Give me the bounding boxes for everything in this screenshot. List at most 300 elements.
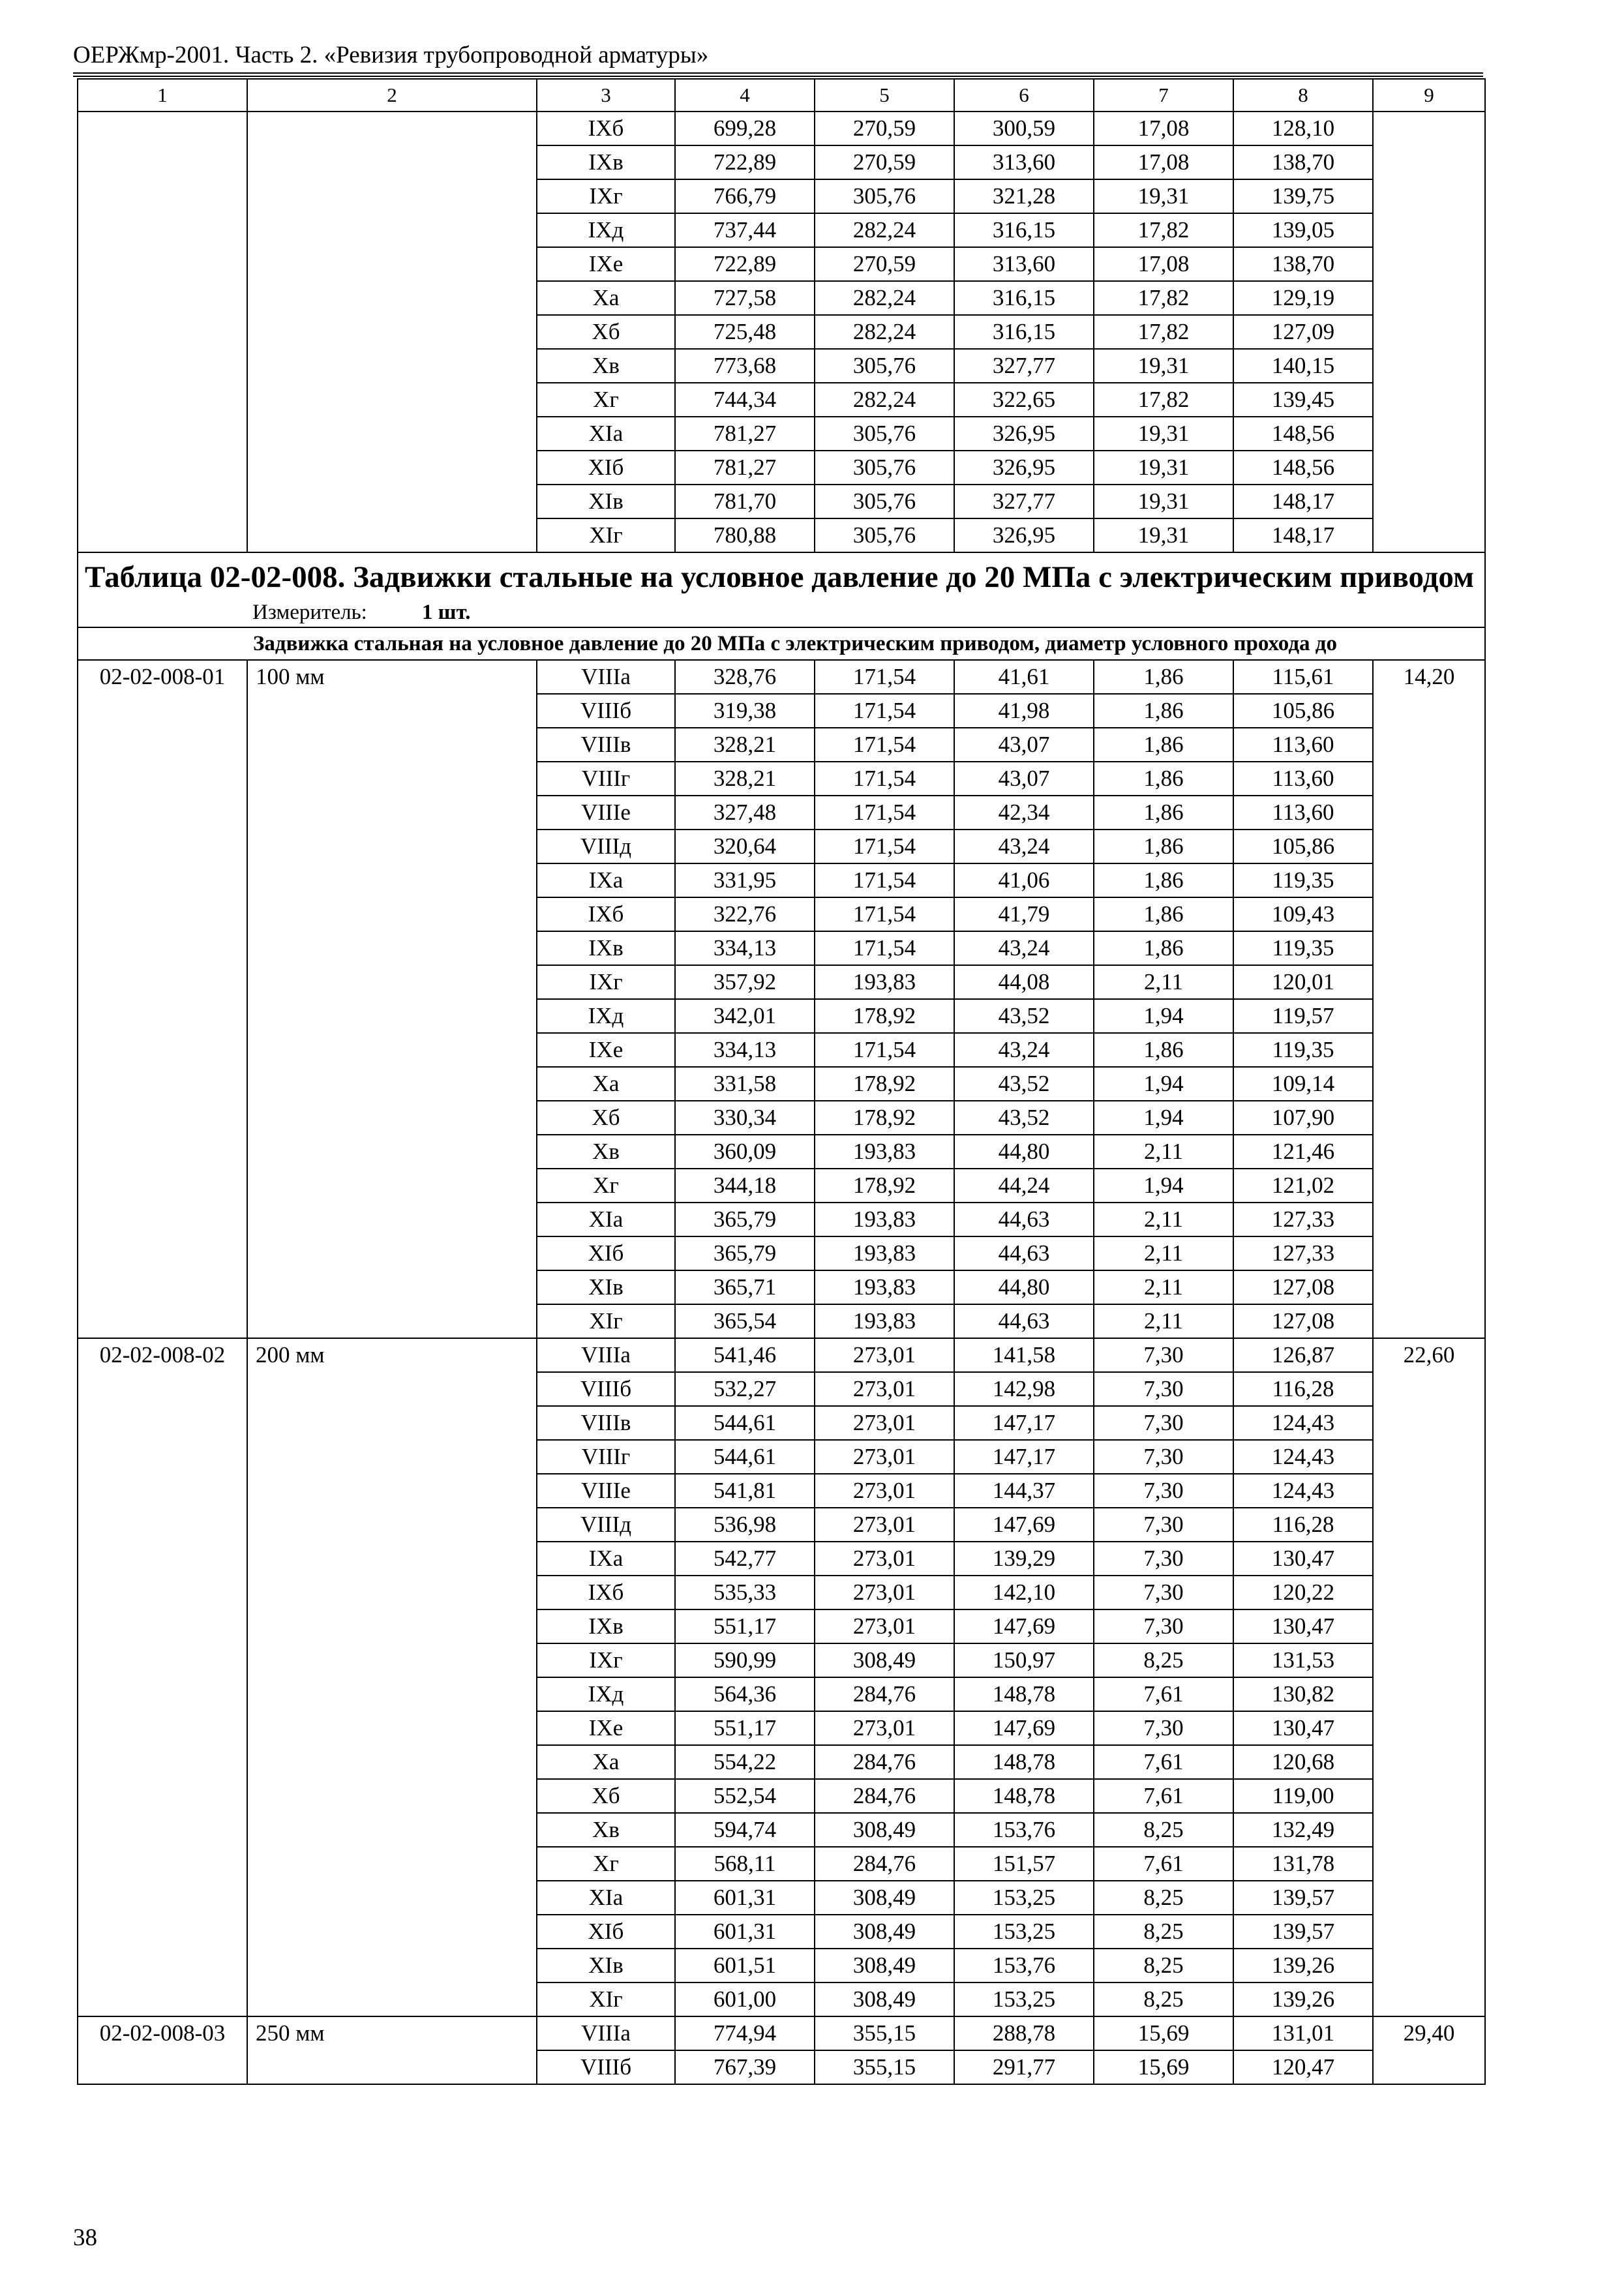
- value-cell: 119,00: [1233, 1779, 1373, 1813]
- value-cell: 7,61: [1094, 1779, 1233, 1813]
- value-cell: 124,43: [1233, 1474, 1373, 1508]
- value-cell: 7,30: [1094, 1338, 1233, 1372]
- value-cell: 120,22: [1233, 1576, 1373, 1609]
- zone-cell: IXв: [537, 1609, 675, 1643]
- value-cell: 147,17: [954, 1406, 1094, 1440]
- value-cell: 171,54: [815, 694, 954, 728]
- zone-cell: XIб: [537, 451, 675, 485]
- value-cell: 107,90: [1233, 1101, 1373, 1135]
- value-cell: 127,33: [1233, 1203, 1373, 1236]
- value-cell: 316,15: [954, 281, 1094, 315]
- value-cell: 148,17: [1233, 485, 1373, 518]
- rates-table: [77, 78, 1486, 2085]
- zone-cell: IXг: [537, 965, 675, 999]
- value-cell: 2,11: [1094, 1304, 1233, 1338]
- value-cell: 120,47: [1233, 2050, 1373, 2084]
- value-cell: 139,75: [1233, 179, 1373, 213]
- value-cell: 270,59: [815, 247, 954, 281]
- zone-cell: IXд: [537, 213, 675, 247]
- value-cell: 43,52: [954, 999, 1094, 1033]
- value-cell: 1,86: [1094, 931, 1233, 965]
- zone-cell: VIIIв: [537, 728, 675, 762]
- value-cell: 273,01: [815, 1711, 954, 1745]
- zone-cell: VIIIд: [537, 1508, 675, 1542]
- value-cell: 148,56: [1233, 417, 1373, 451]
- value-cell: 308,49: [815, 1982, 954, 2016]
- zone-cell: Xв: [537, 1813, 675, 1847]
- value-cell: 139,57: [1233, 1881, 1373, 1915]
- value-cell: 153,25: [954, 1982, 1094, 2016]
- value-cell: 727,58: [675, 281, 815, 315]
- value-cell: 308,49: [815, 1949, 954, 1982]
- zone-cell: Xа: [537, 281, 675, 315]
- value-cell: 153,25: [954, 1915, 1094, 1949]
- value-cell: 113,60: [1233, 762, 1373, 796]
- value-cell: 542,77: [675, 1542, 815, 1576]
- table-row: [78, 660, 1485, 694]
- value-cell: 44,80: [954, 1270, 1094, 1304]
- value-cell: 773,68: [675, 349, 815, 383]
- value-cell: 305,76: [815, 179, 954, 213]
- value-cell: 7,30: [1094, 1372, 1233, 1406]
- value-cell: 105,86: [1233, 694, 1373, 728]
- unit-cell: [78, 597, 1485, 627]
- unit-label: Измеритель:: [252, 601, 367, 624]
- value-cell: 328,21: [675, 762, 815, 796]
- value-cell: 590,99: [675, 1643, 815, 1677]
- value-cell: 326,95: [954, 417, 1094, 451]
- unit-row: [78, 597, 1485, 627]
- value-cell: 43,24: [954, 931, 1094, 965]
- value-cell: 308,49: [815, 1813, 954, 1847]
- value-cell: 327,48: [675, 796, 815, 830]
- value-cell: 131,78: [1233, 1847, 1373, 1881]
- zone-cell: Xв: [537, 349, 675, 383]
- column-number-row: [78, 79, 1485, 112]
- zone-cell: IXг: [537, 1643, 675, 1677]
- value-cell: 288,78: [954, 2016, 1094, 2050]
- value-cell: 273,01: [815, 1576, 954, 1609]
- column-number: 7: [1094, 79, 1233, 112]
- value-cell: 148,78: [954, 1779, 1094, 1813]
- value-cell: 127,33: [1233, 1236, 1373, 1270]
- value-cell: 130,47: [1233, 1711, 1373, 1745]
- value-cell: 326,95: [954, 518, 1094, 552]
- zone-cell: XIг: [537, 1982, 675, 2016]
- value-cell: 2,11: [1094, 1236, 1233, 1270]
- value-cell: 130,82: [1233, 1677, 1373, 1711]
- zone-cell: VIIIе: [537, 796, 675, 830]
- value-cell: 601,00: [675, 1982, 815, 2016]
- value-cell: 313,60: [954, 247, 1094, 281]
- value-cell: 554,22: [675, 1745, 815, 1779]
- value-cell: 282,24: [815, 315, 954, 349]
- value-cell: 594,74: [675, 1813, 815, 1847]
- col9-cell: 22,60: [1373, 1338, 1485, 2016]
- value-cell: 355,15: [815, 2050, 954, 2084]
- zone-cell: IXг: [537, 179, 675, 213]
- value-cell: 1,94: [1094, 1067, 1233, 1101]
- value-cell: 316,15: [954, 213, 1094, 247]
- description-row: [78, 627, 1485, 660]
- zone-cell: IXе: [537, 247, 675, 281]
- value-cell: 544,61: [675, 1406, 815, 1440]
- zone-cell: VIIIб: [537, 1372, 675, 1406]
- value-cell: 7,30: [1094, 1542, 1233, 1576]
- value-cell: 744,34: [675, 383, 815, 417]
- value-cell: 273,01: [815, 1440, 954, 1474]
- value-cell: 171,54: [815, 796, 954, 830]
- value-cell: 1,86: [1094, 897, 1233, 931]
- value-cell: 273,01: [815, 1406, 954, 1440]
- zone-cell: XIа: [537, 417, 675, 451]
- value-cell: 7,30: [1094, 1609, 1233, 1643]
- value-cell: 344,18: [675, 1169, 815, 1203]
- value-cell: 284,76: [815, 1745, 954, 1779]
- value-cell: 360,09: [675, 1135, 815, 1169]
- value-cell: 153,76: [954, 1813, 1094, 1847]
- zone-cell: VIIIд: [537, 830, 675, 863]
- value-cell: 44,63: [954, 1203, 1094, 1236]
- value-cell: 568,11: [675, 1847, 815, 1881]
- value-cell: 193,83: [815, 1135, 954, 1169]
- value-cell: 148,17: [1233, 518, 1373, 552]
- value-cell: 19,31: [1094, 179, 1233, 213]
- value-cell: 121,02: [1233, 1169, 1373, 1203]
- value-cell: 321,28: [954, 179, 1094, 213]
- value-cell: 147,69: [954, 1711, 1094, 1745]
- value-cell: 17,08: [1094, 112, 1233, 145]
- value-cell: 767,39: [675, 2050, 815, 2084]
- value-cell: 7,30: [1094, 1440, 1233, 1474]
- zone-cell: VIIIг: [537, 762, 675, 796]
- value-cell: 139,26: [1233, 1949, 1373, 1982]
- value-cell: 305,76: [815, 451, 954, 485]
- table-row: [78, 1338, 1485, 1372]
- col9-cell: [1373, 112, 1485, 552]
- value-cell: 171,54: [815, 660, 954, 694]
- value-cell: 308,49: [815, 1643, 954, 1677]
- value-cell: 15,69: [1094, 2050, 1233, 2084]
- value-cell: 331,58: [675, 1067, 815, 1101]
- rates-table-body: [78, 79, 1485, 2084]
- value-cell: 273,01: [815, 1474, 954, 1508]
- zone-cell: XIв: [537, 1270, 675, 1304]
- value-cell: 127,09: [1233, 315, 1373, 349]
- column-number: 3: [537, 79, 675, 112]
- value-cell: 19,31: [1094, 349, 1233, 383]
- value-cell: 365,71: [675, 1270, 815, 1304]
- value-cell: 127,08: [1233, 1304, 1373, 1338]
- value-cell: 119,57: [1233, 999, 1373, 1033]
- value-cell: 7,61: [1094, 1847, 1233, 1881]
- value-cell: 113,60: [1233, 796, 1373, 830]
- value-cell: 171,54: [815, 830, 954, 863]
- zone-cell: VIIIг: [537, 1440, 675, 1474]
- value-cell: 541,46: [675, 1338, 815, 1372]
- value-cell: 126,87: [1233, 1338, 1373, 1372]
- value-cell: 536,98: [675, 1508, 815, 1542]
- value-cell: 601,51: [675, 1949, 815, 1982]
- value-cell: 365,79: [675, 1203, 815, 1236]
- zone-cell: Xв: [537, 1135, 675, 1169]
- value-cell: 43,52: [954, 1101, 1094, 1135]
- value-cell: 1,94: [1094, 1169, 1233, 1203]
- value-cell: 722,89: [675, 145, 815, 179]
- table-title: Таблица 02-02-008. Задвижки стальные на условное давление до 20 МПа с электрическим приводом: [78, 552, 1485, 597]
- value-cell: 284,76: [815, 1677, 954, 1711]
- value-cell: 737,44: [675, 213, 815, 247]
- value-cell: 330,34: [675, 1101, 815, 1135]
- value-cell: 139,26: [1233, 1982, 1373, 2016]
- value-cell: 44,08: [954, 965, 1094, 999]
- value-cell: 781,70: [675, 485, 815, 518]
- column-number: 5: [815, 79, 954, 112]
- value-cell: 342,01: [675, 999, 815, 1033]
- value-cell: 17,08: [1094, 145, 1233, 179]
- value-cell: 171,54: [815, 897, 954, 931]
- value-cell: 273,01: [815, 1609, 954, 1643]
- zone-cell: IXд: [537, 999, 675, 1033]
- value-cell: 141,58: [954, 1338, 1094, 1372]
- value-cell: 365,54: [675, 1304, 815, 1338]
- value-cell: 178,92: [815, 1067, 954, 1101]
- value-cell: 178,92: [815, 999, 954, 1033]
- value-cell: 19,31: [1094, 485, 1233, 518]
- value-cell: 551,17: [675, 1609, 815, 1643]
- value-cell: 119,35: [1233, 931, 1373, 965]
- value-cell: 320,64: [675, 830, 815, 863]
- value-cell: 2,11: [1094, 1135, 1233, 1169]
- value-cell: 334,13: [675, 1033, 815, 1067]
- value-cell: 15,69: [1094, 2016, 1233, 2050]
- value-cell: 105,86: [1233, 830, 1373, 863]
- value-cell: 17,82: [1094, 383, 1233, 417]
- zone-cell: IXе: [537, 1033, 675, 1067]
- value-cell: 305,76: [815, 485, 954, 518]
- value-cell: 116,28: [1233, 1508, 1373, 1542]
- code-cell: 02-02-008-02: [78, 1338, 247, 2016]
- value-cell: 17,82: [1094, 315, 1233, 349]
- value-cell: 44,80: [954, 1135, 1094, 1169]
- zone-cell: IXа: [537, 1542, 675, 1576]
- zone-cell: Xа: [537, 1745, 675, 1779]
- value-cell: 193,83: [815, 965, 954, 999]
- value-cell: 124,43: [1233, 1440, 1373, 1474]
- value-cell: 150,97: [954, 1643, 1094, 1677]
- value-cell: 552,54: [675, 1779, 815, 1813]
- unit-value: 1 шт.: [421, 601, 471, 624]
- value-cell: 8,25: [1094, 1949, 1233, 1982]
- value-cell: 7,30: [1094, 1576, 1233, 1609]
- value-cell: 138,70: [1233, 247, 1373, 281]
- value-cell: 601,31: [675, 1881, 815, 1915]
- value-cell: 541,81: [675, 1474, 815, 1508]
- value-cell: 121,46: [1233, 1135, 1373, 1169]
- value-cell: 138,70: [1233, 145, 1373, 179]
- zone-cell: Xб: [537, 1101, 675, 1135]
- value-cell: 42,34: [954, 796, 1094, 830]
- value-cell: 284,76: [815, 1847, 954, 1881]
- zone-cell: XIг: [537, 1304, 675, 1338]
- table-description: Задвижка стальная на условное давление до 20 МПа с электрическим приводом, диаметр условного прохода до: [78, 627, 1485, 660]
- value-cell: 319,38: [675, 694, 815, 728]
- value-cell: 142,10: [954, 1576, 1094, 1609]
- value-cell: 532,27: [675, 1372, 815, 1406]
- zone-cell: IXб: [537, 112, 675, 145]
- value-cell: 19,31: [1094, 451, 1233, 485]
- zone-cell: VIIIа: [537, 660, 675, 694]
- value-cell: 357,92: [675, 965, 815, 999]
- value-cell: 43,07: [954, 762, 1094, 796]
- value-cell: 142,98: [954, 1372, 1094, 1406]
- value-cell: 128,10: [1233, 112, 1373, 145]
- value-cell: 124,43: [1233, 1406, 1373, 1440]
- table-title-row: [78, 552, 1485, 597]
- diameter-cell: 250 мм: [247, 2016, 537, 2084]
- value-cell: 355,15: [815, 2016, 954, 2050]
- value-cell: 300,59: [954, 112, 1094, 145]
- col9-cell: 29,40: [1373, 2016, 1485, 2084]
- value-cell: 131,53: [1233, 1643, 1373, 1677]
- zone-cell: XIв: [537, 485, 675, 518]
- zone-cell: XIб: [537, 1236, 675, 1270]
- value-cell: 131,01: [1233, 2016, 1373, 2050]
- value-cell: 148,56: [1233, 451, 1373, 485]
- value-cell: 334,13: [675, 931, 815, 965]
- col9-cell: 14,20: [1373, 660, 1485, 1338]
- value-cell: 282,24: [815, 383, 954, 417]
- value-cell: 139,45: [1233, 383, 1373, 417]
- value-cell: 178,92: [815, 1101, 954, 1135]
- value-cell: 1,86: [1094, 762, 1233, 796]
- value-cell: 766,79: [675, 179, 815, 213]
- value-cell: 328,21: [675, 728, 815, 762]
- value-cell: 774,94: [675, 2016, 815, 2050]
- value-cell: 316,15: [954, 315, 1094, 349]
- value-cell: 1,86: [1094, 728, 1233, 762]
- page-header: ОЕРЖмр-2001. Часть 2. «Ревизия трубопроводной арматуры»: [73, 42, 709, 68]
- diameter-cell: [247, 112, 537, 552]
- value-cell: 140,15: [1233, 349, 1373, 383]
- value-cell: 43,52: [954, 1067, 1094, 1101]
- value-cell: 305,76: [815, 518, 954, 552]
- zone-cell: VIIIа: [537, 2016, 675, 2050]
- value-cell: 1,86: [1094, 694, 1233, 728]
- value-cell: 109,14: [1233, 1067, 1373, 1101]
- value-cell: 116,28: [1233, 1372, 1373, 1406]
- value-cell: 41,61: [954, 660, 1094, 694]
- value-cell: 8,25: [1094, 1982, 1233, 2016]
- value-cell: 41,98: [954, 694, 1094, 728]
- diameter-cell: 100 мм: [247, 660, 537, 1338]
- value-cell: 781,27: [675, 417, 815, 451]
- value-cell: 1,86: [1094, 660, 1233, 694]
- value-cell: 43,24: [954, 830, 1094, 863]
- value-cell: 7,30: [1094, 1711, 1233, 1745]
- zone-cell: Xб: [537, 315, 675, 349]
- zone-cell: XIа: [537, 1203, 675, 1236]
- value-cell: 171,54: [815, 762, 954, 796]
- value-cell: 139,57: [1233, 1915, 1373, 1949]
- value-cell: 780,88: [675, 518, 815, 552]
- column-number: 6: [954, 79, 1094, 112]
- value-cell: 1,86: [1094, 1033, 1233, 1067]
- value-cell: 270,59: [815, 112, 954, 145]
- value-cell: 147,17: [954, 1440, 1094, 1474]
- value-cell: 305,76: [815, 417, 954, 451]
- value-cell: 273,01: [815, 1338, 954, 1372]
- column-number: 9: [1373, 79, 1485, 112]
- value-cell: 41,79: [954, 897, 1094, 931]
- zone-cell: IXб: [537, 897, 675, 931]
- value-cell: 7,30: [1094, 1406, 1233, 1440]
- value-cell: 722,89: [675, 247, 815, 281]
- value-cell: 193,83: [815, 1304, 954, 1338]
- zone-cell: IXв: [537, 145, 675, 179]
- value-cell: 7,30: [1094, 1508, 1233, 1542]
- value-cell: 132,49: [1233, 1813, 1373, 1847]
- value-cell: 328,76: [675, 660, 815, 694]
- value-cell: 270,59: [815, 145, 954, 179]
- zone-cell: Xг: [537, 383, 675, 417]
- zone-cell: VIIIв: [537, 1406, 675, 1440]
- value-cell: 535,33: [675, 1576, 815, 1609]
- zone-cell: VIIIа: [537, 1338, 675, 1372]
- zone-cell: Xг: [537, 1847, 675, 1881]
- code-cell: 02-02-008-03: [78, 2016, 247, 2084]
- table-row: [78, 2016, 1485, 2050]
- value-cell: 193,83: [815, 1270, 954, 1304]
- zone-cell: IXа: [537, 863, 675, 897]
- value-cell: 147,69: [954, 1609, 1094, 1643]
- diameter-cell: 200 мм: [247, 1338, 537, 2016]
- value-cell: 148,78: [954, 1677, 1094, 1711]
- value-cell: 115,61: [1233, 660, 1373, 694]
- value-cell: 781,27: [675, 451, 815, 485]
- value-cell: 284,76: [815, 1779, 954, 1813]
- value-cell: 129,19: [1233, 281, 1373, 315]
- zone-cell: Xб: [537, 1779, 675, 1813]
- value-cell: 171,54: [815, 728, 954, 762]
- value-cell: 144,37: [954, 1474, 1094, 1508]
- value-cell: 322,76: [675, 897, 815, 931]
- value-cell: 308,49: [815, 1881, 954, 1915]
- value-cell: 1,86: [1094, 863, 1233, 897]
- value-cell: 273,01: [815, 1372, 954, 1406]
- value-cell: 130,47: [1233, 1609, 1373, 1643]
- value-cell: 544,61: [675, 1440, 815, 1474]
- value-cell: 119,35: [1233, 1033, 1373, 1067]
- value-cell: 139,05: [1233, 213, 1373, 247]
- value-cell: 313,60: [954, 145, 1094, 179]
- value-cell: 282,24: [815, 213, 954, 247]
- value-cell: 564,36: [675, 1677, 815, 1711]
- column-number: 4: [675, 79, 815, 112]
- page-number: 38: [73, 2224, 97, 2251]
- value-cell: 1,94: [1094, 999, 1233, 1033]
- zone-cell: IXв: [537, 931, 675, 965]
- value-cell: 327,77: [954, 349, 1094, 383]
- value-cell: 365,79: [675, 1236, 815, 1270]
- zone-cell: Xг: [537, 1169, 675, 1203]
- value-cell: 7,30: [1094, 1474, 1233, 1508]
- value-cell: 44,24: [954, 1169, 1094, 1203]
- value-cell: 151,57: [954, 1847, 1094, 1881]
- value-cell: 119,35: [1233, 863, 1373, 897]
- value-cell: 2,11: [1094, 1270, 1233, 1304]
- value-cell: 171,54: [815, 931, 954, 965]
